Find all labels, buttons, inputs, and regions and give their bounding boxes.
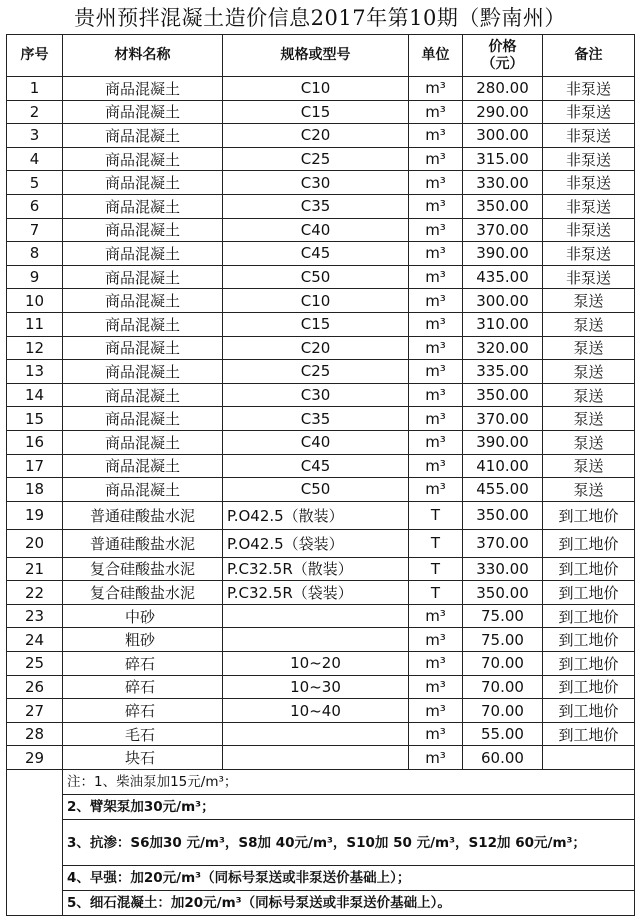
- unit: m³: [409, 100, 463, 124]
- row-number: 26: [7, 675, 63, 699]
- price: 350.00: [463, 194, 543, 218]
- table-row: [7, 360, 635, 384]
- header-name: 材料名称: [63, 35, 223, 77]
- row-number: 21: [7, 557, 63, 581]
- spec: C50: [223, 478, 409, 502]
- material-name: 粗砂: [63, 628, 223, 652]
- unit: m³: [409, 194, 463, 218]
- remark: 到工地价: [543, 652, 635, 676]
- price: 310.00: [463, 312, 543, 336]
- remark: 泵送: [543, 360, 635, 384]
- unit: m³: [409, 746, 463, 770]
- row-number: 25: [7, 652, 63, 676]
- unit: m³: [409, 336, 463, 360]
- remark: 非泵送: [543, 218, 635, 242]
- spec: P.C32.5R（袋装）: [223, 581, 409, 605]
- table-row: [7, 746, 635, 770]
- material-name: 商品混凝土: [63, 171, 223, 195]
- spec: C15: [223, 312, 409, 336]
- table-row: [7, 100, 635, 124]
- spec: [223, 604, 409, 628]
- price: 330.00: [463, 171, 543, 195]
- material-name: 商品混凝土: [63, 383, 223, 407]
- table-row: [7, 218, 635, 242]
- material-name: 商品混凝土: [63, 265, 223, 289]
- unit: T: [409, 529, 463, 557]
- remark: 非泵送: [543, 242, 635, 266]
- price: 280.00: [463, 77, 543, 101]
- unit: m³: [409, 171, 463, 195]
- row-number: 11: [7, 312, 63, 336]
- remark: 非泵送: [543, 124, 635, 148]
- material-name: 商品混凝土: [63, 289, 223, 313]
- row-number: 22: [7, 581, 63, 605]
- material-name: 商品混凝土: [63, 147, 223, 171]
- table-row: [7, 478, 635, 502]
- price: 435.00: [463, 265, 543, 289]
- table-row: [7, 501, 635, 529]
- remark: 到工地价: [543, 699, 635, 723]
- spec: C40: [223, 218, 409, 242]
- row-number: 27: [7, 699, 63, 723]
- spec: C25: [223, 360, 409, 384]
- price: 70.00: [463, 652, 543, 676]
- row-number: 10: [7, 289, 63, 313]
- spec: 10~20: [223, 652, 409, 676]
- note-row: [7, 866, 635, 891]
- remark: 到工地价: [543, 529, 635, 557]
- row-number: 23: [7, 604, 63, 628]
- material-name: 商品混凝土: [63, 312, 223, 336]
- table-row: [7, 147, 635, 171]
- material-name: 毛石: [63, 722, 223, 746]
- price: 335.00: [463, 360, 543, 384]
- material-name: 商品混凝土: [63, 336, 223, 360]
- price: 455.00: [463, 478, 543, 502]
- table-row: [7, 652, 635, 676]
- material-name: 商品混凝土: [63, 124, 223, 148]
- row-number: 28: [7, 722, 63, 746]
- price: 350.00: [463, 581, 543, 605]
- spec: C20: [223, 124, 409, 148]
- remark: 非泵送: [543, 100, 635, 124]
- remark: 到工地价: [543, 557, 635, 581]
- table-row: [7, 675, 635, 699]
- material-name: 复合硅酸盐水泥: [63, 557, 223, 581]
- note-2: 2、臂架泵加30元/m³；: [63, 795, 635, 820]
- remark: 非泵送: [543, 171, 635, 195]
- material-name: 普通硅酸盐水泥: [63, 529, 223, 557]
- unit: m³: [409, 407, 463, 431]
- remark: 泵送: [543, 478, 635, 502]
- unit: T: [409, 501, 463, 529]
- spec: P.C32.5R（散装）: [223, 557, 409, 581]
- remark: 非泵送: [543, 147, 635, 171]
- table-row: [7, 628, 635, 652]
- spec: C10: [223, 77, 409, 101]
- material-name: 商品混凝土: [63, 478, 223, 502]
- unit: T: [409, 557, 463, 581]
- row-number: 4: [7, 147, 63, 171]
- header-remark: 备注: [543, 35, 635, 77]
- price: 330.00: [463, 557, 543, 581]
- row-number: 15: [7, 407, 63, 431]
- table-row: [7, 581, 635, 605]
- note-3: 3、抗渗：S6加30 元/m³，S8加 40元/m³，S10加 50 元/m³，S12加 60元/m³；: [63, 820, 635, 866]
- unit: m³: [409, 312, 463, 336]
- table-row: [7, 336, 635, 360]
- unit: m³: [409, 383, 463, 407]
- table-row: [7, 289, 635, 313]
- material-name: 块石: [63, 746, 223, 770]
- material-name: 商品混凝土: [63, 100, 223, 124]
- remark: 泵送: [543, 312, 635, 336]
- price: 55.00: [463, 722, 543, 746]
- remark: 泵送: [543, 383, 635, 407]
- spec: C15: [223, 100, 409, 124]
- remark: 非泵送: [543, 77, 635, 101]
- row-number: 2: [7, 100, 63, 124]
- note-4: 4、早强：加20元/m³（同标号泵送或非泵送价基础上）；: [63, 866, 635, 891]
- header-price: [463, 35, 543, 77]
- unit: m³: [409, 699, 463, 723]
- table-row: [7, 312, 635, 336]
- spec: [223, 746, 409, 770]
- spec: P.O42.5（散装）: [223, 501, 409, 529]
- table-row: [7, 242, 635, 266]
- spec: C10: [223, 289, 409, 313]
- material-name: 商品混凝土: [63, 407, 223, 431]
- material-name: 商品混凝土: [63, 430, 223, 454]
- spec: P.O42.5（袋装）: [223, 529, 409, 557]
- remark: 泵送: [543, 430, 635, 454]
- unit: m³: [409, 265, 463, 289]
- note-row: [7, 770, 635, 795]
- price: 370.00: [463, 529, 543, 557]
- row-number: 24: [7, 628, 63, 652]
- remark: 到工地价: [543, 581, 635, 605]
- table-row: [7, 77, 635, 101]
- remark: 到工地价: [543, 501, 635, 529]
- table-row: [7, 699, 635, 723]
- price: 290.00: [463, 100, 543, 124]
- unit: m³: [409, 652, 463, 676]
- material-name: 复合硅酸盐水泥: [63, 581, 223, 605]
- unit: m³: [409, 478, 463, 502]
- table-body: [7, 77, 635, 770]
- spec: C40: [223, 430, 409, 454]
- table-row: [7, 265, 635, 289]
- material-name: 碎石: [63, 675, 223, 699]
- price: 70.00: [463, 699, 543, 723]
- price: 70.00: [463, 675, 543, 699]
- table-row: [7, 124, 635, 148]
- material-name: 商品混凝土: [63, 194, 223, 218]
- spec: C30: [223, 383, 409, 407]
- spec: [223, 722, 409, 746]
- material-name: 碎石: [63, 699, 223, 723]
- spec: C25: [223, 147, 409, 171]
- price: 410.00: [463, 454, 543, 478]
- row-number: 8: [7, 242, 63, 266]
- material-name: 碎石: [63, 652, 223, 676]
- price: 370.00: [463, 407, 543, 431]
- price: 75.00: [463, 628, 543, 652]
- row-number: 6: [7, 194, 63, 218]
- unit: m³: [409, 242, 463, 266]
- unit: m³: [409, 289, 463, 313]
- price: 60.00: [463, 746, 543, 770]
- header-no: 序号: [7, 35, 63, 77]
- material-name: 商品混凝土: [63, 77, 223, 101]
- spec: C45: [223, 242, 409, 266]
- table-row: [7, 454, 635, 478]
- row-number: 5: [7, 171, 63, 195]
- remark: 到工地价: [543, 604, 635, 628]
- price: 390.00: [463, 430, 543, 454]
- row-number: 13: [7, 360, 63, 384]
- row-number: 16: [7, 430, 63, 454]
- unit: m³: [409, 124, 463, 148]
- row-number: 20: [7, 529, 63, 557]
- row-number: 17: [7, 454, 63, 478]
- table-row: [7, 407, 635, 431]
- spec: C50: [223, 265, 409, 289]
- table-row: [7, 722, 635, 746]
- material-name: 商品混凝土: [63, 454, 223, 478]
- spec: C45: [223, 454, 409, 478]
- table-row: [7, 383, 635, 407]
- spec: C30: [223, 171, 409, 195]
- unit: m³: [409, 675, 463, 699]
- note-5: 5、细石混凝土：加20元/m³（同标号泵送或非泵送价基础上）。: [63, 891, 635, 916]
- row-number: 12: [7, 336, 63, 360]
- unit: m³: [409, 454, 463, 478]
- material-name: 普通硅酸盐水泥: [63, 501, 223, 529]
- header-price-line1: 价格: [488, 38, 517, 55]
- header-unit: 单位: [409, 35, 463, 77]
- note-row: [7, 891, 635, 916]
- price: 350.00: [463, 383, 543, 407]
- remark: 泵送: [543, 407, 635, 431]
- price: 300.00: [463, 124, 543, 148]
- table-row: [7, 529, 635, 557]
- row-number: 29: [7, 746, 63, 770]
- unit: m³: [409, 628, 463, 652]
- unit: m³: [409, 722, 463, 746]
- row-number: 19: [7, 501, 63, 529]
- row-number: 3: [7, 124, 63, 148]
- header-spec: 规格或型号: [223, 35, 409, 77]
- note-1: 注：1、柴油泵加15元/m³；: [63, 770, 635, 795]
- unit: m³: [409, 604, 463, 628]
- price: 75.00: [463, 604, 543, 628]
- material-name: 商品混凝土: [63, 218, 223, 242]
- price: 320.00: [463, 336, 543, 360]
- price: 370.00: [463, 218, 543, 242]
- spec: C35: [223, 194, 409, 218]
- remark: 非泵送: [543, 194, 635, 218]
- row-number: 9: [7, 265, 63, 289]
- price-table: [6, 34, 635, 916]
- spec: C20: [223, 336, 409, 360]
- spec: 10~30: [223, 675, 409, 699]
- material-name: 商品混凝土: [63, 360, 223, 384]
- note-row: [7, 820, 635, 866]
- spec: C35: [223, 407, 409, 431]
- price: 315.00: [463, 147, 543, 171]
- table-row: [7, 430, 635, 454]
- table-row: [7, 171, 635, 195]
- unit: m³: [409, 77, 463, 101]
- unit: T: [409, 581, 463, 605]
- remark: 到工地价: [543, 722, 635, 746]
- row-number: 14: [7, 383, 63, 407]
- row-number: 18: [7, 478, 63, 502]
- row-number: 7: [7, 218, 63, 242]
- unit: m³: [409, 147, 463, 171]
- price: 300.00: [463, 289, 543, 313]
- remark: 泵送: [543, 289, 635, 313]
- notes-body: [7, 770, 635, 916]
- page-title: 贵州预拌混凝土造价信息2017年第10期（黔南州）: [74, 6, 566, 30]
- note-row: [7, 795, 635, 820]
- remark: 泵送: [543, 454, 635, 478]
- remark: 非泵送: [543, 265, 635, 289]
- remark: 到工地价: [543, 675, 635, 699]
- header-row: [7, 35, 635, 77]
- material-name: 中砂: [63, 604, 223, 628]
- table-row: [7, 557, 635, 581]
- table-row: [7, 604, 635, 628]
- remark: 泵送: [543, 336, 635, 360]
- price: 390.00: [463, 242, 543, 266]
- unit: m³: [409, 360, 463, 384]
- material-name: 商品混凝土: [63, 242, 223, 266]
- remark: 到工地价: [543, 628, 635, 652]
- remark: [543, 746, 635, 770]
- table-row: [7, 194, 635, 218]
- price: 350.00: [463, 501, 543, 529]
- unit: m³: [409, 430, 463, 454]
- row-number: 1: [7, 77, 63, 101]
- spec: [223, 628, 409, 652]
- unit: m³: [409, 218, 463, 242]
- header-price-line2: （元）: [481, 55, 524, 72]
- spec: 10~40: [223, 699, 409, 723]
